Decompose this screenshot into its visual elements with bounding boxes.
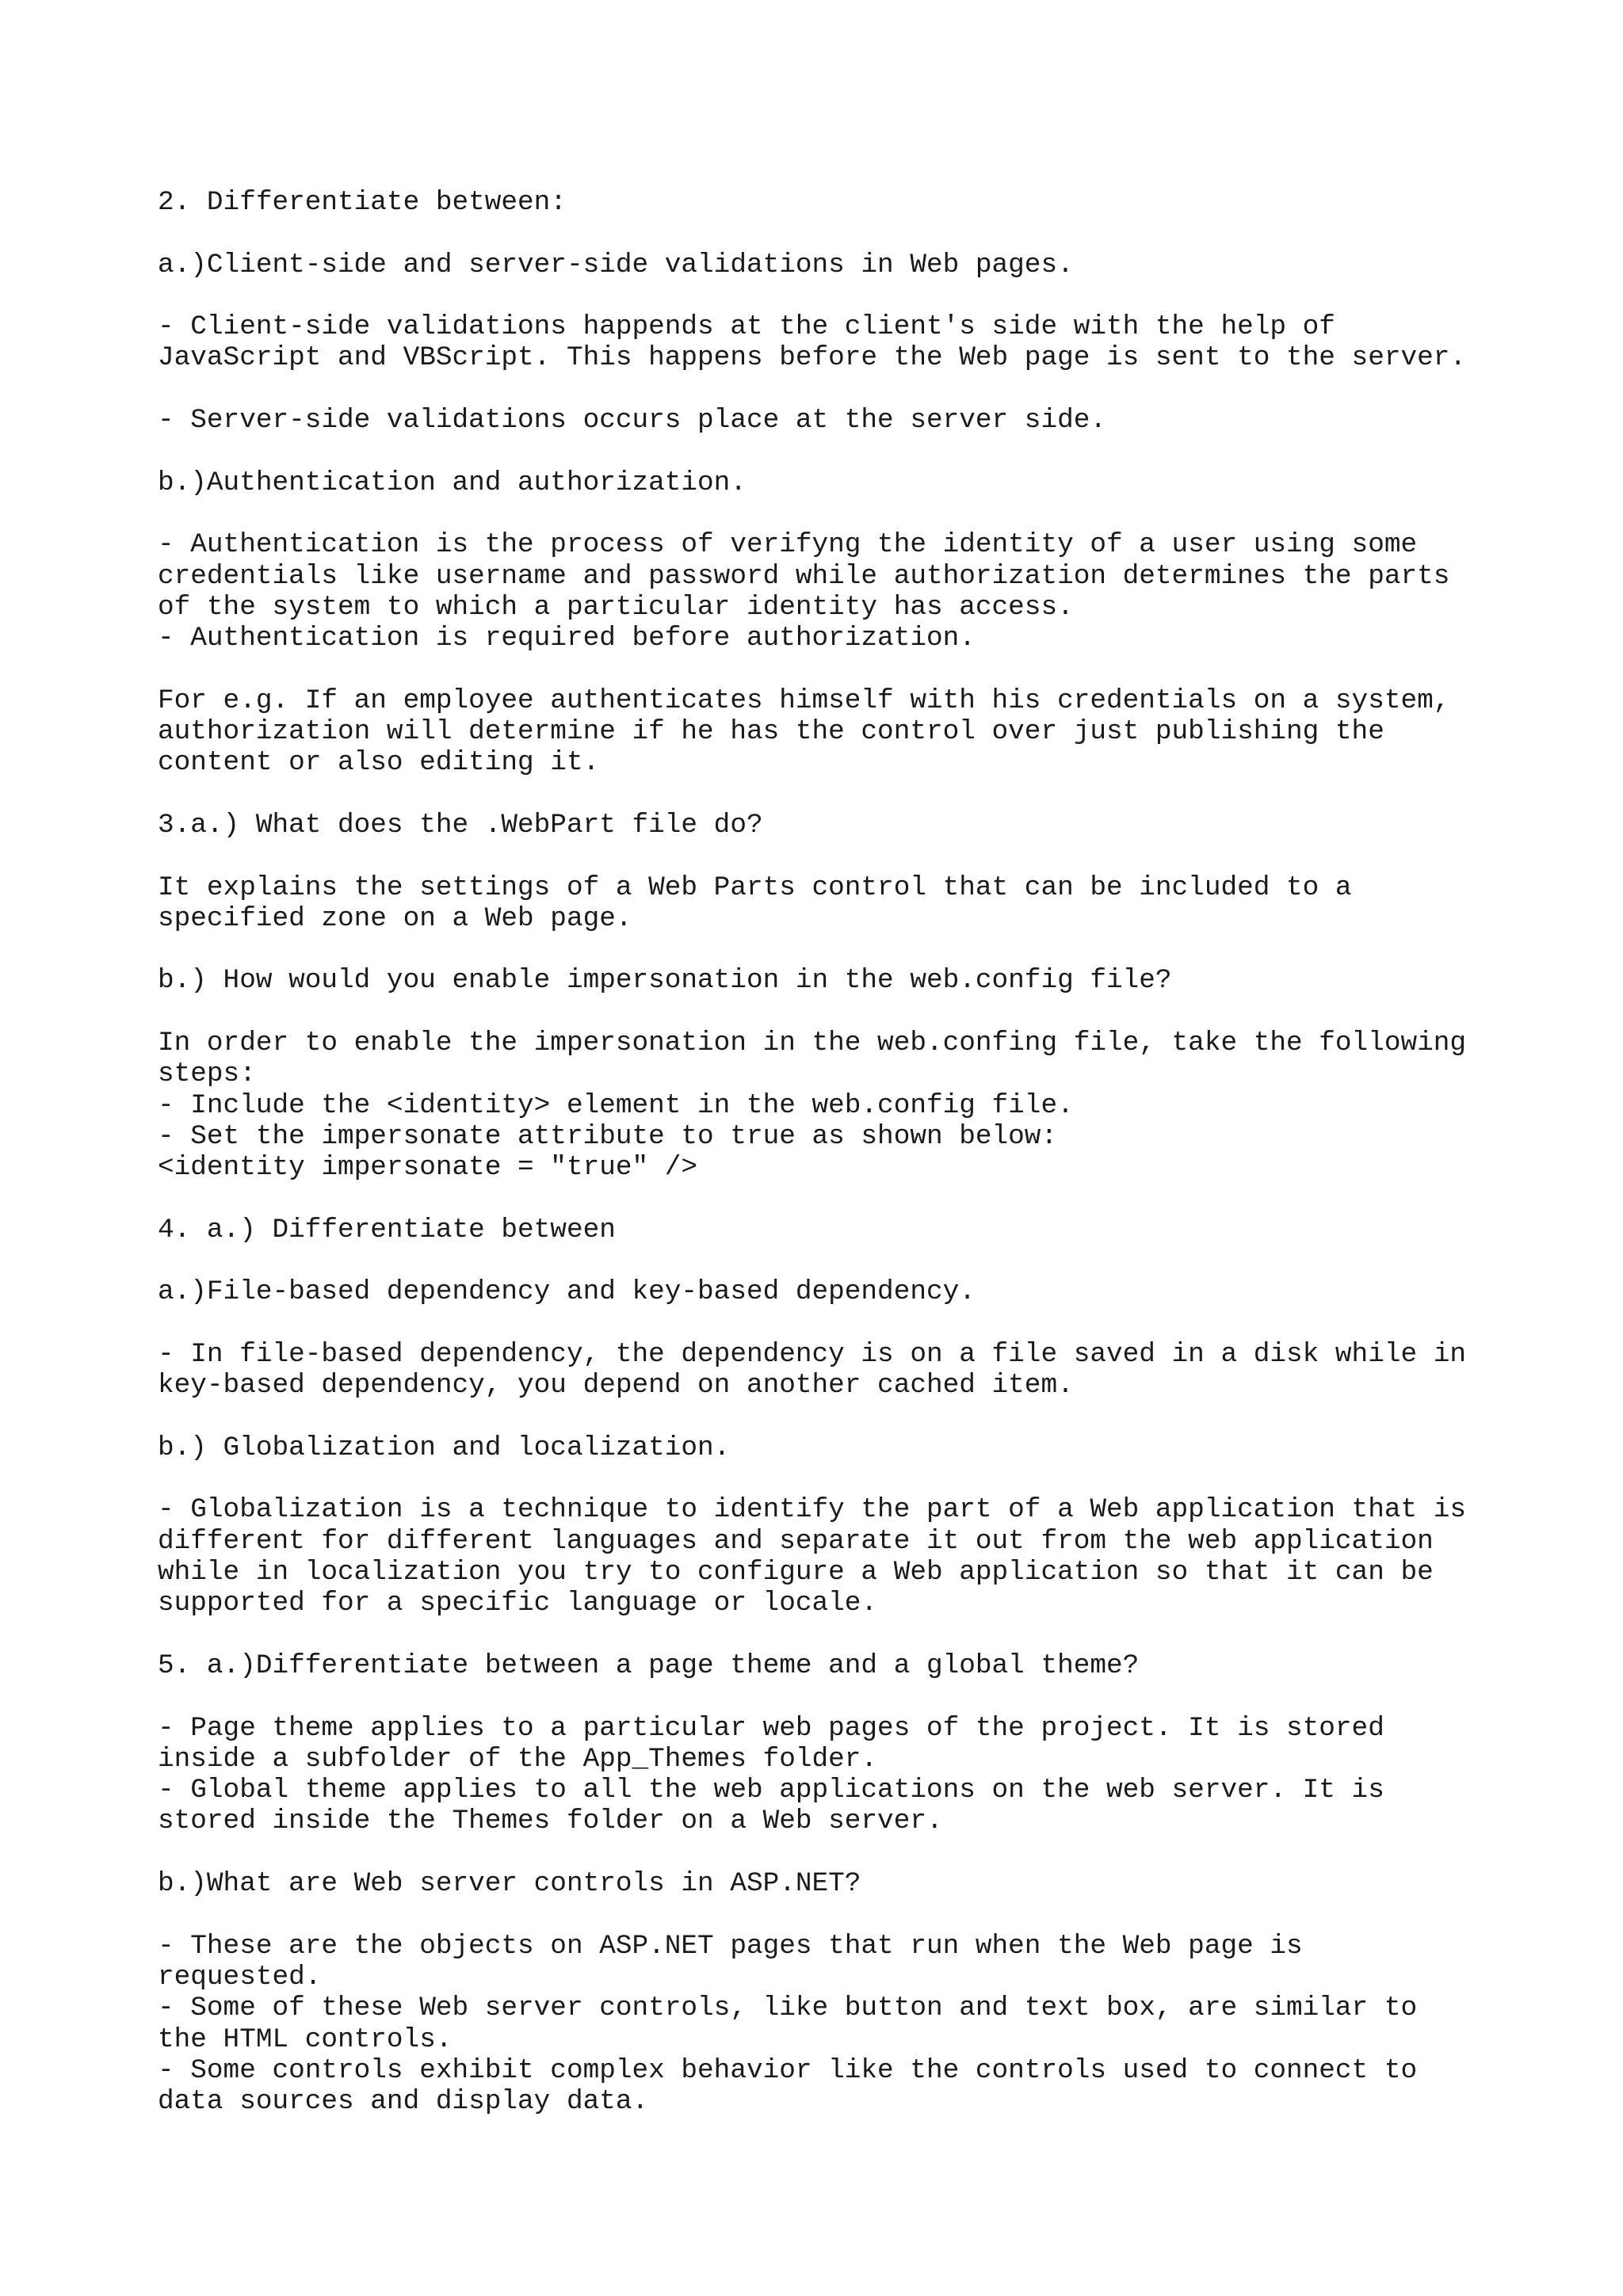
paragraph (158, 1028, 1466, 1183)
text-line: b.) Globalization and localization. (158, 1432, 731, 1463)
text-line: while in localization you try to configure a Web application so that it can be (158, 1557, 1434, 1589)
paragraph (158, 467, 1466, 498)
paragraph (158, 311, 1466, 374)
text-line: 4. a.) Differentiate between (158, 1214, 616, 1245)
paragraph (158, 1339, 1466, 1402)
text-line: In order to enable the impersonation in the web.confing file, take the following (158, 1028, 1467, 1059)
paragraph (158, 810, 1466, 841)
text-line: b.)What are Web server controls in ASP.NET? (158, 1868, 861, 1900)
paragraph (158, 529, 1466, 654)
paragraph (158, 405, 1466, 436)
text-line: - Authentication is the process of verifyng the identity of a user using some (158, 529, 1418, 561)
text-line: a.)File-based dependency and key-based dependency. (158, 1276, 976, 1308)
paragraph (158, 872, 1466, 935)
text-line: supported for a specific language or locale. (158, 1588, 878, 1619)
text-line: 5. a.)Differentiate between a page theme and a global theme? (158, 1650, 1140, 1681)
text-line: steps: (158, 1058, 256, 1090)
text-line: - Globalization is a technique to identify the part of a Web application that is (158, 1494, 1467, 1526)
text-line: content or also editing it. (158, 747, 600, 779)
text-line: data sources and display data. (158, 2086, 649, 2118)
text-line: - Server-side validations occurs place at the server side. (158, 405, 1106, 437)
text-line: - Authentication is required before authorization. (158, 623, 976, 654)
text-line: It explains the settings of a Web Parts control that can be included to a (158, 871, 1352, 903)
text-line: - Some controls exhibit complex behavior like the controls used to connect to (158, 2054, 1418, 2086)
text-line: key-based dependency, you depend on another cached item. (158, 1370, 1074, 1402)
text-line: - Global theme applies to all the web applications on the web server. It is (158, 1775, 1384, 1806)
text-line: of the system to which a particular identity has access. (158, 591, 1074, 623)
text-line: b.) How would you enable impersonation in the web.config file? (158, 965, 1172, 997)
paragraph (158, 1432, 1466, 1463)
document-body (158, 187, 1466, 2149)
paragraph (158, 1868, 1466, 1899)
paragraph (158, 250, 1466, 280)
text-line: 3.a.) What does the .WebPart file do? (158, 809, 763, 841)
text-line: specified zone on a Web page. (158, 902, 632, 934)
text-line: - Page theme applies to a particular web pages of the project. It is stored (158, 1712, 1384, 1744)
text-line: - Set the impersonate attribute to true as shown below: (158, 1120, 1058, 1152)
paragraph (158, 1494, 1466, 1619)
paragraph (158, 1931, 1466, 2118)
text-line: requested. (158, 1961, 322, 1993)
text-line: 2. Differentiate between: (158, 187, 567, 218)
paragraph (158, 1276, 1466, 1307)
text-line: different for different languages and separate it out from the web application (158, 1525, 1434, 1557)
text-line: stored inside the Themes folder on a Web server. (158, 1806, 943, 1837)
text-line: <identity impersonate = "true" /> (158, 1152, 698, 1184)
paragraph (158, 187, 1466, 218)
text-line: - Include the <identity> element in the web.config file. (158, 1089, 1074, 1121)
paragraph (158, 965, 1466, 996)
text-line: a.)Client-side and server-side validations in Web pages. (158, 249, 1074, 280)
text-line: JavaScript and VBScript. This happens before the Web page is sent to the server. (158, 342, 1467, 374)
text-line: - Some of these Web server controls, like button and text box, are similar to (158, 1993, 1418, 2024)
text-line: - These are the objects on ASP.NET pages that run when the Web page is (158, 1930, 1303, 1962)
text-line: the HTML controls. (158, 2023, 453, 2055)
text-line: For e.g. If an employee authenticates himself with his credentials on a system, (158, 685, 1450, 716)
paragraph (158, 685, 1466, 779)
paragraph (158, 1650, 1466, 1681)
paragraph (158, 1215, 1466, 1245)
paragraph (158, 1713, 1466, 1837)
text-line: inside a subfolder of the App_Themes folder. (158, 1743, 878, 1775)
text-line: credentials like username and password while authorization determines the parts (158, 560, 1450, 592)
text-line: b.)Authentication and authorization. (158, 467, 747, 498)
text-line: - Client-side validations happends at the client's side with the help of (158, 311, 1335, 343)
text-line: authorization will determine if he has the control over just publishing the (158, 716, 1384, 748)
text-line: - In file-based dependency, the dependency is on a file saved in a disk while in (158, 1338, 1467, 1370)
